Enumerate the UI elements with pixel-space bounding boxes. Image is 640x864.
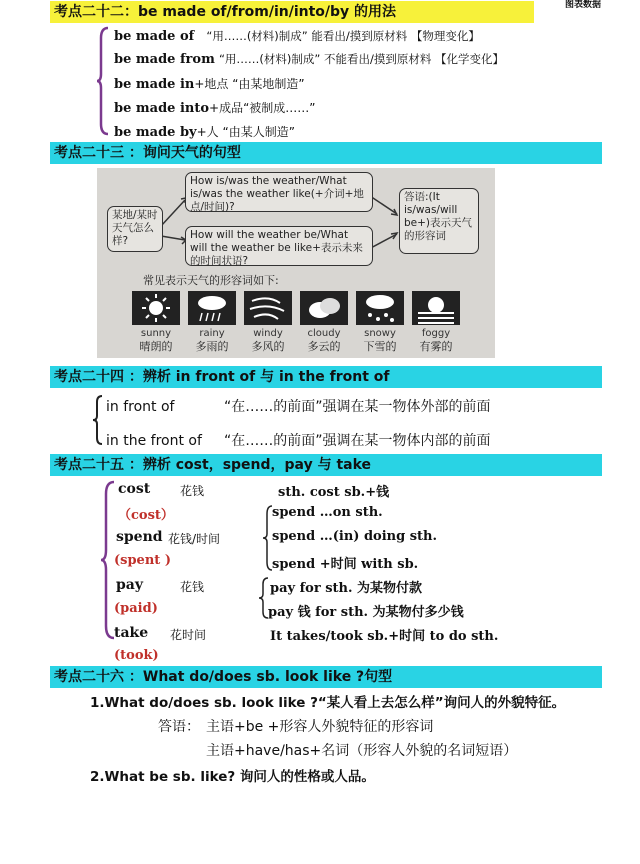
question-present-box: How is/was the weather/What is/was the weather like(+介词+地点/时间)? (185, 172, 373, 212)
s24-row-1-cn: “在……的前面”强调在某一物体外部的前面 (224, 399, 491, 415)
s22-row-1 (114, 28, 480, 44)
s26-answer-label: 答语： (158, 719, 200, 735)
weather-en-snowy: snowy (364, 328, 396, 339)
s22-row-4-en: be made into (114, 101, 210, 116)
answer-box: 答语:(It is/was/will be+)表示天气的形容词 (399, 188, 479, 254)
s22-row-4-cn: +成品“被制成……” (209, 101, 316, 115)
s22-row-5-en: be made by (114, 125, 197, 140)
verb-cost: cost (118, 481, 151, 497)
section-26-header: 考点二十六 ：What do/does sb. look like ?句型 (50, 666, 602, 688)
weather-cn-foggy: 有雾的 (419, 340, 453, 353)
verb-spend-cn: 花钱/时间 (168, 532, 221, 546)
s26-line-1: 1.What do/does sb. look like ?“某人看上去怎么样”询问人的外貌特征。 (90, 695, 566, 711)
verb-spend-past: (spent ) (114, 553, 171, 568)
where-when-box: 某地/某时天气怎么样? (107, 206, 163, 252)
weather-cn-windy: 多风的 (251, 340, 285, 353)
verb-take-past: (took) (114, 648, 159, 663)
s22-row-2-cn: “用……(材料)制成” 不能看出/摸到原材料 【化学变化】 (218, 52, 505, 66)
spend-usage-3: spend +时间 with sb. (272, 557, 419, 572)
s22-row-2 (114, 51, 504, 67)
s24-row-2-en: in the front of (106, 433, 202, 449)
s26-answer-1: 主语+be +形容人外貌特征的形容词 (206, 719, 434, 735)
spend-usage-1: spend …on sth. (272, 505, 383, 520)
verb-take-cn: 花时间 (170, 628, 207, 642)
s24-row-1-en: in front of (106, 399, 175, 415)
verb-pay-cn: 花钱 (180, 580, 205, 594)
weather-caption: 常见表示天气的形容词如下: (143, 274, 279, 287)
take-usage: It takes/took sb.+时间 to do sth. (270, 629, 499, 644)
s22-row-1-cn: “用……(材料)制成” 能看出/摸到原材料 【物理变化】 (206, 29, 480, 43)
s24-row-2-cn: “在……的前面”强调在某一物体内部的前面 (224, 433, 491, 449)
snow-icon (356, 291, 404, 325)
weather-en-cloudy: cloudy (307, 328, 341, 339)
s22-row-2-en: be made from (114, 52, 215, 67)
rain-icon (188, 291, 236, 325)
wind-icon (244, 291, 292, 325)
section-22-brace (96, 26, 110, 136)
cloud-icon (300, 291, 348, 325)
verb-take: take (114, 625, 149, 641)
verb-pay-past: (paid) (114, 601, 158, 616)
weather-en-rainy: rainy (199, 328, 225, 339)
section-23-header: 考点二十三 ：询问天气的句型 (50, 142, 602, 164)
s22-row-5 (114, 123, 295, 140)
section-22-header: 考点二十二：be made of/from/in/into/by 的用法 (50, 1, 534, 23)
s22-row-3-cn: +地点 “由某地制造” (194, 77, 305, 91)
verb-spend: spend (116, 529, 163, 545)
s24-row-2 (106, 430, 491, 450)
verb-pay: pay (116, 577, 143, 593)
spend-usage-2: spend …(in) doing sth. (272, 529, 438, 544)
s22-row-3-en: be made in (114, 77, 195, 92)
weather-en-foggy: foggy (421, 328, 451, 339)
s22-row-4 (114, 99, 316, 116)
section-25-header: 考点二十五 ：辨析 cost，spend，pay 与 take (50, 454, 602, 476)
weather-cn-snowy: 下雪的 (363, 340, 397, 353)
s22-row-1-en: be made of (114, 29, 195, 44)
pay-usage-2: pay 钱 for sth. 为某物付多少钱 (268, 605, 464, 620)
weather-en-sunny: sunny (140, 328, 172, 339)
verb-cost-past: （cost） (118, 508, 174, 523)
verb-cost-cn: 花钱 (180, 484, 205, 498)
s26-line-2: 2.What be sb. like? 询问人的性格或人品。 (90, 769, 375, 785)
section-24-header: 考点二十四 ：辨析 in front of 与 in the front of (50, 366, 602, 388)
pay-usage-1: pay for sth. 为某物付款 (270, 581, 423, 596)
weather-cn-rainy: 多雨的 (195, 340, 229, 353)
weather-cn-sunny: 晴朗的 (139, 340, 173, 353)
fog-icon (412, 291, 460, 325)
weather-en-windy: windy (253, 328, 283, 339)
section-24-brace (92, 394, 104, 446)
question-future-box: How will the weather be/What will the weather be like+表示未来的时间状语? (185, 226, 373, 266)
s22-row-5-cn: +人 “由某人制造” (196, 125, 295, 139)
s26-answer-2: 主语+have/has+名词（形容人外貌的名词短语） (206, 743, 518, 759)
corner-stamp: 图表数据 (565, 0, 602, 10)
sun-icon (132, 291, 180, 325)
cost-usage: sth. cost sb.+钱 (278, 485, 390, 500)
s24-row-1 (106, 396, 491, 416)
weather-cn-cloudy: 多云的 (307, 340, 341, 353)
s22-row-3 (114, 75, 305, 92)
